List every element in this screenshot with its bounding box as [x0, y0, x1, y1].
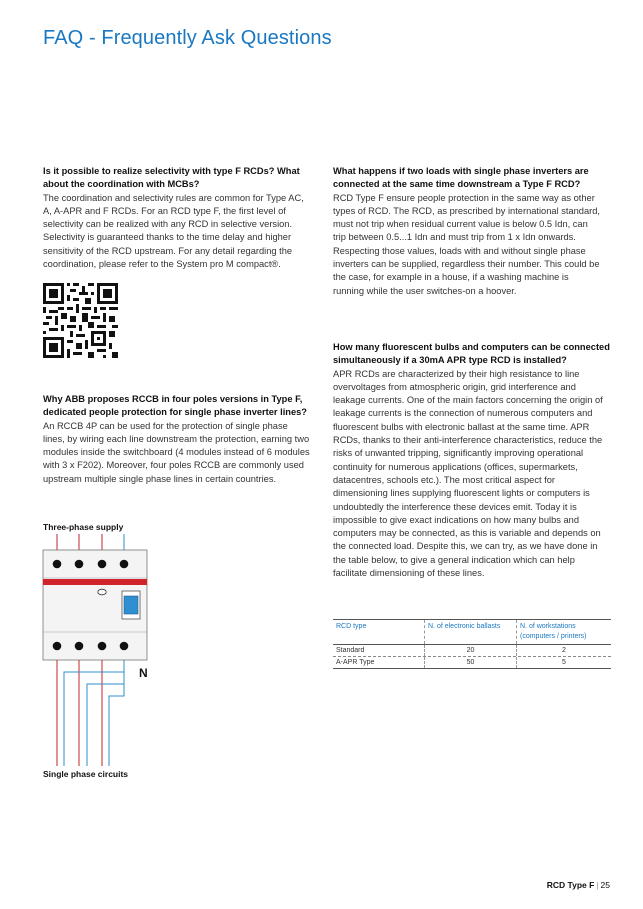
table-cell: A-APR Type: [336, 659, 375, 666]
page-number: 25: [600, 880, 610, 890]
table-header-row: [333, 619, 611, 645]
table-header-cell: N. of electronic ballasts: [424, 620, 516, 644]
table-row: [333, 645, 611, 657]
table-header-cell: N. of workstations (computers / printers): [516, 620, 611, 644]
red-band: [43, 579, 147, 585]
diagram-label-single-phase: Single phase circuits: [43, 769, 129, 779]
faq-item-selectivity: [43, 165, 311, 271]
table-cell: 50: [424, 657, 516, 668]
faq-question: Why ABB proposes RCCB in four poles versions in Type F, dedicated people protection for single phase inverter lines?: [43, 394, 307, 418]
faq-answer: APR RCDs are characterized by their high resistance to line overvoltages from atmospheric origin, grid interference and leakage currents. One of the main factors concerning the origin of leakage currents is the connection of numerous computers and fluorescent bulbs with electronic ballast at the same time. APR RCDs, thanks to their anti-interference characteristics, reduce the risks of unwanted tripping, significantly improving operational continuity for numerous applications (offices, supermarkets, datacentres, schools etc.). The most critical aspect for dimensioning lines supplying fluorescent lights or computers is undoubtedly the interference these devices emit. Today it is impossible to give exact indications on how many bulbs and computers may be connected, as this is variable and depends on the connected load. Despite this, we can try, as we have done in the table below, to give a general indication which can help facilitate dimensioning of these lines.: [333, 368, 603, 579]
qr-code[interactable]: [43, 283, 118, 358]
table-cell: 2: [516, 645, 611, 656]
table-cell: Standard: [336, 647, 365, 654]
faq-question: How many fluorescent bulbs and computers can be connected simultaneously if a 30mA APR type RCD is installed?: [333, 342, 610, 366]
faq-item-fluorescent-bulbs: [333, 341, 611, 580]
table-row: [333, 657, 611, 669]
diagram-label-three-phase: Three-phase supply: [43, 522, 124, 532]
table-header-cell: RCD type: [336, 623, 367, 630]
rcd-capacity-table: [333, 619, 611, 669]
lever-handle: [124, 596, 138, 614]
table-cell: 20: [424, 645, 516, 656]
rccb-wiring-diagram: [40, 534, 160, 768]
neutral-label: N: [139, 666, 148, 680]
output-wires: [57, 660, 124, 766]
footer-label: RCD Type F: [546, 880, 595, 890]
footer-separator: |: [596, 880, 599, 890]
faq-question: Is it possible to realize selectivity with type F RCDs? What about the coordination with MCBs?: [43, 166, 300, 190]
faq-answer: RCD Type F ensure people protection in the same way as other types of RCD. The RCD, as prescribed by international standard, must not trip when residual current value is below 0.5 Idn, can trip between 0.5...1 Idn and must trip from 1 x Idn onwards. Respecting those values, loads with and without single phase inverters can be supplied, regardless their number. This could be the case, for example in a house, if a washing machine is running while the user switches-on a hoover.: [333, 192, 600, 296]
faq-answer: An RCCB 4P can be used for the protection of single phase lines, by wiring each line downstream the protection, earning two modules inside the switchboard (4 modules instead of 6 modules with 3 x F202). Moreover, four poles RCCB are commonly used upstream multiple single phase lines in certain countries.: [43, 420, 310, 484]
page-footer: [547, 880, 610, 890]
test-button: [98, 589, 106, 595]
faq-question: What happens if two loads with single phase inverters are connected at the same time downstream a Type F RCD?: [333, 166, 589, 190]
supply-wires: [57, 534, 102, 550]
faq-item-two-loads: [333, 165, 601, 298]
faq-item-rccb-four-poles: [43, 393, 311, 486]
table-cell: 5: [516, 657, 611, 668]
faq-answer: The coordination and selectivity rules are common for Type AC, A, A-APR and F RCDs. For an RCD type F, the first level of selectivity can be realized with any RCD in selective version. Selectivity is guaranteed thanks to the time delay and higher sensitivity of the RCD upstream. For any detail regarding the coordination, please refer to the System pro M compact®.: [43, 192, 304, 270]
page-title: FAQ - Frequently Ask Questions: [43, 27, 332, 49]
